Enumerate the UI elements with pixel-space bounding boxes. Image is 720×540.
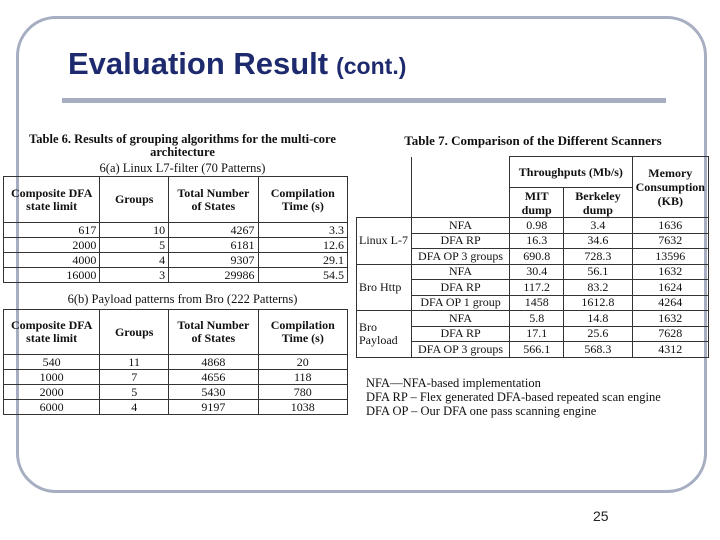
table-cell: 14.8 (564, 311, 632, 327)
table-cell: 3 (100, 268, 169, 283)
table-cell: 3.4 (564, 218, 632, 234)
table-cell: 728.3 (564, 249, 632, 265)
table-row (4, 223, 348, 238)
table-row (4, 385, 348, 400)
group-label: Bro Payload (357, 311, 412, 358)
table-cell: 1632 (632, 311, 708, 327)
legend-line: DFA RP – Flex generated DFA-based repeated scan engine (366, 390, 661, 404)
group-label: Bro Http (357, 264, 412, 311)
legend-line: NFA—NFA-based implementation (366, 376, 541, 390)
table-cell: 2000 (4, 238, 100, 253)
table-row (4, 370, 348, 385)
table-header-row (4, 177, 348, 223)
mit-header: MIT dump (510, 188, 564, 218)
table-cell: 5.8 (510, 311, 564, 327)
table-cell: 4264 (632, 295, 708, 311)
table-header-row (4, 310, 348, 355)
header-cell: Groups (100, 177, 169, 223)
table-cell: 29.1 (258, 253, 347, 268)
table-cell: 5430 (169, 385, 258, 400)
table-cell: 54.5 (258, 268, 347, 283)
header-cell: Compilation Time (s) (258, 310, 347, 355)
legend-line: DFA OP – Our DFA one pass scanning engine (366, 404, 597, 418)
memory-header: Memory Consumption (KB) (632, 157, 708, 218)
table-cell: 29986 (169, 268, 258, 283)
table7-caption: Table 7. Comparison of the Different Scanners (404, 133, 662, 148)
table-cell: 16.3 (510, 233, 564, 249)
table-cell: 12.6 (258, 238, 347, 253)
table-cell: 4 (100, 253, 169, 268)
table-cell: DFA OP 3 groups (411, 249, 509, 265)
group-label: Linux L-7 (357, 218, 412, 265)
table-cell: 4 (100, 400, 169, 415)
table-cell: 4312 (632, 342, 708, 358)
table-cell: 4868 (169, 355, 258, 370)
table-cell: 780 (258, 385, 347, 400)
table-cell: DFA OP 3 groups (411, 342, 509, 358)
table-cell: 0.98 (510, 218, 564, 234)
table-cell: 56.1 (564, 264, 632, 280)
table-row (4, 253, 348, 268)
table-row (4, 355, 348, 370)
table6b-caption: 6(b) Payload patterns from Bro (222 Patterns) (67, 292, 298, 306)
header-blank-cell (411, 157, 509, 218)
table-row (357, 218, 709, 234)
header-cell: Compilation Time (s) (258, 177, 347, 223)
slide-title (68, 46, 406, 82)
table-row (357, 311, 709, 327)
table-cell: 1624 (632, 280, 708, 296)
table6-caption: Table 6. Results of grouping algorithms for the multi-core architecture (29, 132, 336, 159)
table-cell: DFA RP (411, 326, 509, 342)
table-cell: 17.1 (510, 326, 564, 342)
header-cell: Total Number of States (169, 177, 258, 223)
table-cell: 568.3 (564, 342, 632, 358)
table-cell: NFA (411, 264, 509, 280)
table-cell: 1000 (4, 370, 100, 385)
table-cell: DFA OP 1 group (411, 295, 509, 311)
table-cell: 7628 (632, 326, 708, 342)
header-blank-cell (357, 157, 412, 218)
table-cell: 617 (4, 223, 100, 238)
table-cell: 1612.8 (564, 295, 632, 311)
table-cell: 117.2 (510, 280, 564, 296)
slide-title-sub: (cont.) (336, 53, 407, 79)
table-cell: 6181 (169, 238, 258, 253)
table-cell: 20 (258, 355, 347, 370)
table-cell: 13596 (632, 249, 708, 265)
table-cell: 1458 (510, 295, 564, 311)
table-row (357, 264, 709, 280)
header-cell: Groups (100, 310, 169, 355)
table-cell: 5 (100, 238, 169, 253)
table-cell: 118 (258, 370, 347, 385)
table-cell: 4267 (169, 223, 258, 238)
table-cell: 30.4 (510, 264, 564, 280)
table6a-caption: 6(a) Linux L7-filter (70 Patterns) (99, 161, 266, 175)
table-cell: 566.1 (510, 342, 564, 358)
table-cell: 9307 (169, 253, 258, 268)
table-cell: 10 (100, 223, 169, 238)
table-cell: NFA (411, 311, 509, 327)
title-underline (62, 98, 666, 103)
table-cell: 1038 (258, 400, 347, 415)
table6b (3, 309, 348, 415)
table-cell: DFA RP (411, 233, 509, 249)
table-cell: 25.6 (564, 326, 632, 342)
table-cell: NFA (411, 218, 509, 234)
table-cell: 34.6 (564, 233, 632, 249)
table-cell: 5 (100, 385, 169, 400)
page-number: 25 (593, 508, 609, 524)
header-cell: Composite DFA state limit (4, 177, 100, 223)
table-row (4, 400, 348, 415)
table-cell: 9197 (169, 400, 258, 415)
table-cell: 7 (100, 370, 169, 385)
throughput-header: Throughputs (Mb/s) (510, 157, 632, 188)
table-cell: 2000 (4, 385, 100, 400)
table-row (4, 268, 348, 283)
header-cell: Total Number of States (169, 310, 258, 355)
table-cell: 1632 (632, 264, 708, 280)
table-cell: DFA RP (411, 280, 509, 296)
table-cell: 4000 (4, 253, 100, 268)
slide-title-main: Evaluation Result (68, 46, 329, 81)
table-header-row (357, 157, 709, 188)
table6a (3, 176, 348, 283)
table-row (4, 238, 348, 253)
table7 (356, 156, 709, 358)
table-cell: 83.2 (564, 280, 632, 296)
table-cell: 3.3 (258, 223, 347, 238)
table-cell: 16000 (4, 268, 100, 283)
table-cell: 540 (4, 355, 100, 370)
table-cell: 7632 (632, 233, 708, 249)
table-cell: 690.8 (510, 249, 564, 265)
berkeley-header: Berkeley dump (564, 188, 632, 218)
table-cell: 6000 (4, 400, 100, 415)
table7-legend (366, 376, 661, 418)
header-cell: Composite DFA state limit (4, 310, 100, 355)
table-cell: 11 (100, 355, 169, 370)
table-cell: 1636 (632, 218, 708, 234)
table-cell: 4656 (169, 370, 258, 385)
